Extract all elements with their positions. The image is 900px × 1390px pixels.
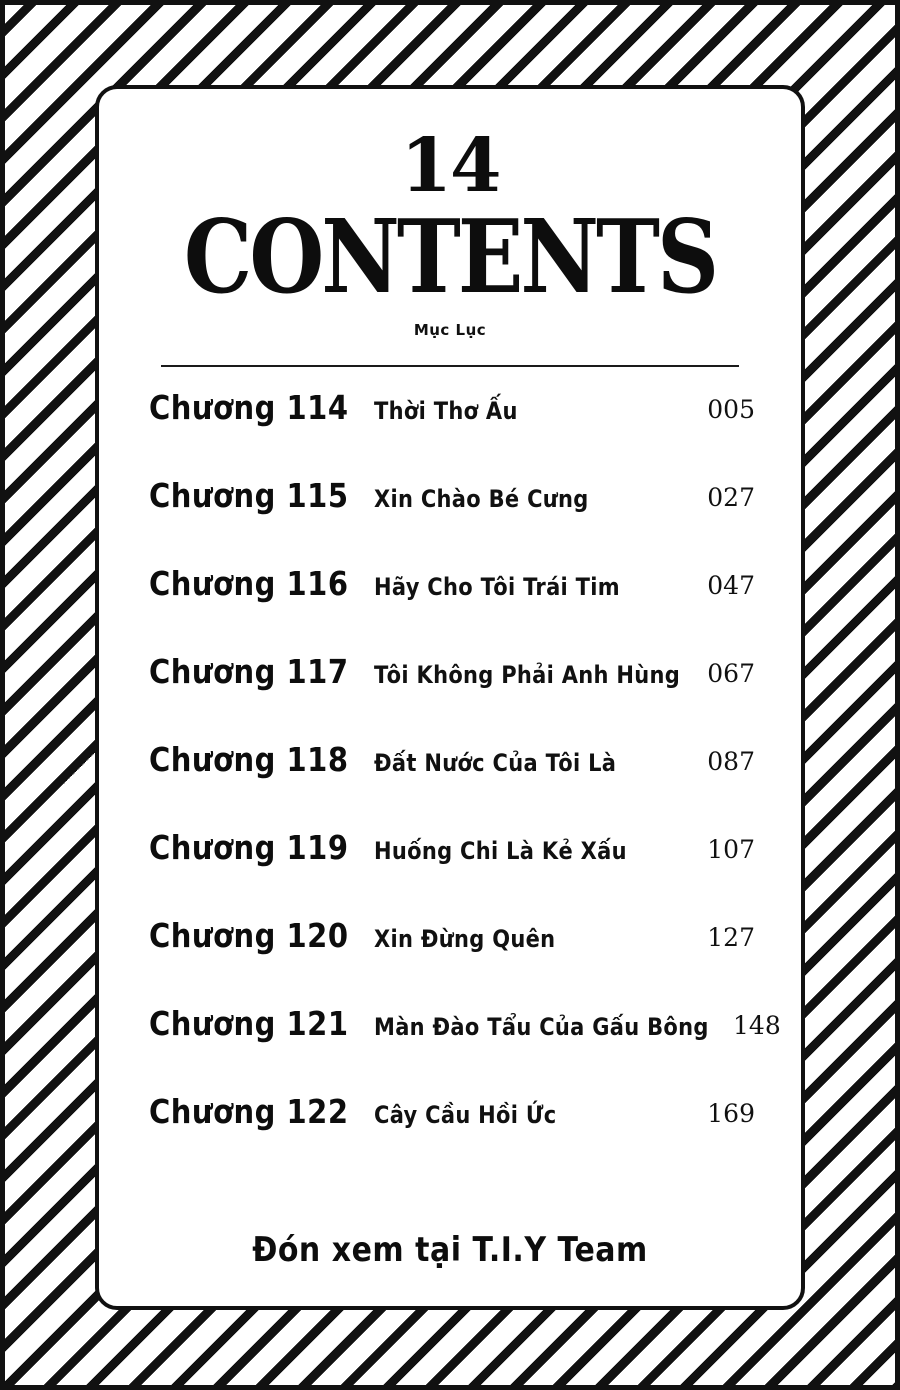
chapter-page-number: 127 (707, 923, 755, 953)
divider (161, 365, 739, 367)
page-title: CONTENTS (183, 197, 717, 318)
table-of-contents (139, 389, 781, 1229)
page-subtitle: Mục Lục (413, 321, 487, 340)
chapter-label: Chương 115 (149, 477, 349, 516)
volume-number: 14 (400, 123, 500, 209)
chapter-page-number: 047 (707, 571, 755, 601)
chapter-label: Chương 119 (149, 829, 349, 868)
chapter-title: Đất Nước Của Tôi Là (374, 749, 617, 778)
footer-note: Đón xem tại T.I.Y Team (252, 1230, 648, 1271)
chapter-page-number: 169 (707, 1099, 755, 1129)
chapter-page-number: 148 (733, 1011, 781, 1041)
chapter-label: Chương 116 (149, 565, 349, 604)
chapter-page-number: 087 (707, 747, 755, 777)
chapter-title: Thời Thơ Ấu (374, 397, 518, 426)
chapter-label: Chương 122 (149, 1093, 349, 1132)
chapter-title: Cây Cầu Hồi Ức (374, 1101, 557, 1130)
toc-row[interactable] (139, 655, 761, 743)
chapter-title: Xin Đừng Quên (374, 925, 556, 954)
chapter-title: Hãy Cho Tôi Trái Tim (374, 573, 620, 602)
contents-card (95, 85, 805, 1310)
toc-row[interactable] (139, 567, 761, 655)
chapter-title: Màn Đào Tẩu Của Gấu Bông (374, 1013, 709, 1042)
chapter-title: Xin Chào Bé Cưng (374, 485, 589, 514)
chapter-title: Huống Chi Là Kẻ Xấu (374, 837, 627, 866)
toc-row[interactable] (139, 391, 761, 479)
chapter-title: Tôi Không Phải Anh Hùng (374, 661, 681, 690)
chapter-page-number: 005 (707, 395, 755, 425)
toc-row[interactable] (139, 1005, 781, 1095)
toc-row[interactable] (139, 743, 761, 831)
chapter-page-number: 027 (707, 483, 755, 513)
toc-row[interactable] (139, 919, 761, 1007)
chapter-page-number: 067 (707, 659, 755, 689)
contents-card-inner (99, 89, 801, 1306)
toc-row[interactable] (139, 831, 761, 919)
chapter-page-number: 107 (707, 835, 755, 865)
toc-row[interactable] (139, 1095, 761, 1183)
chapter-label: Chương 114 (149, 389, 349, 428)
chapter-label: Chương 118 (149, 741, 349, 780)
toc-row[interactable] (139, 479, 761, 567)
chapter-label: Chương 117 (149, 653, 349, 692)
chapter-label: Chương 121 (149, 1005, 349, 1044)
chapter-label: Chương 120 (149, 917, 349, 956)
